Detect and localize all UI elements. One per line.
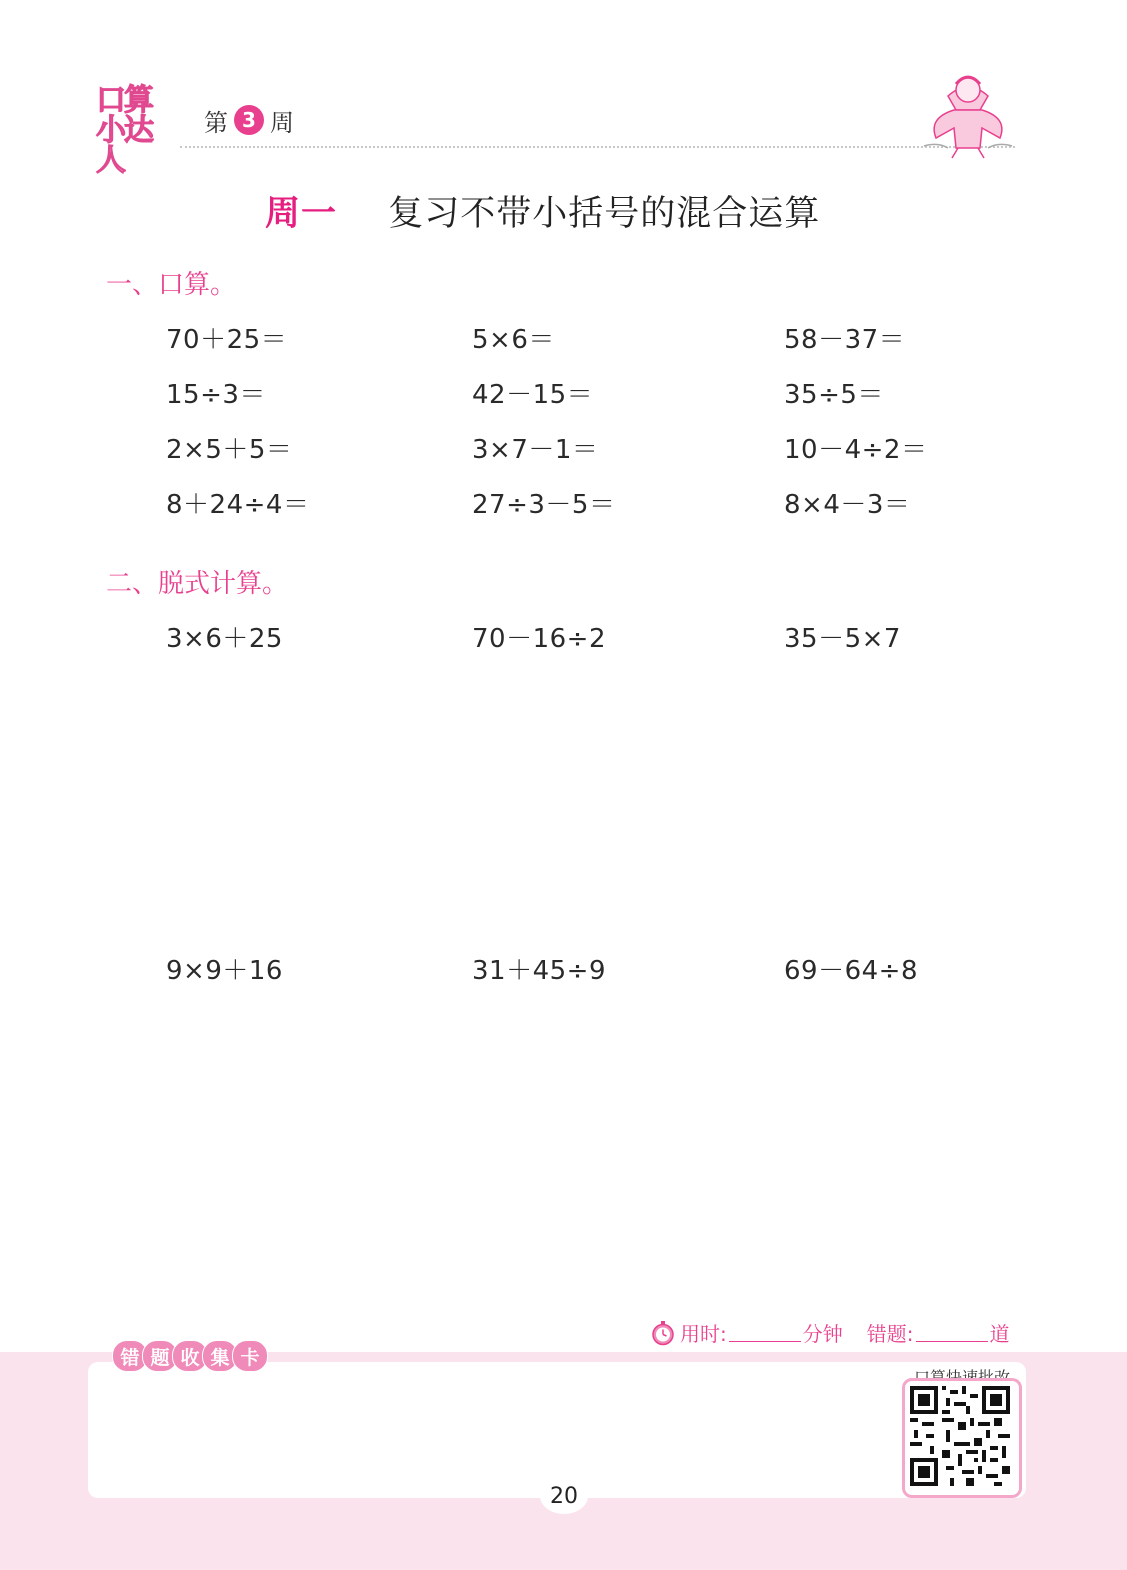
problem: 2×5＋5＝	[166, 435, 293, 465]
problem: 70＋25＝	[166, 325, 288, 355]
problem: 31＋45÷9	[472, 956, 606, 986]
page-title	[265, 186, 820, 236]
card-label-char: 题	[142, 1340, 178, 1372]
time-error-record	[650, 1318, 1010, 1347]
header-divider	[180, 146, 1015, 148]
qr-code-icon[interactable]	[910, 1386, 1010, 1486]
problem: 58－37＝	[784, 325, 906, 355]
time-unit: 分钟	[802, 1322, 843, 1346]
brand-logo	[94, 83, 178, 178]
problem: 8＋24÷4＝	[166, 490, 310, 520]
card-label-char: 卡	[232, 1340, 268, 1372]
problem: 5×6＝	[472, 325, 555, 355]
week-prefix: 第	[204, 108, 228, 137]
problem: 69－64÷8	[784, 956, 918, 986]
problem: 8×4－3＝	[784, 490, 911, 520]
week-number-badge: 3	[234, 105, 264, 135]
errors-label: 错题:	[866, 1322, 914, 1346]
problem: 3×7－1＝	[472, 435, 599, 465]
logo-line-2: 小达人	[96, 113, 152, 178]
superhero-mascot-icon	[918, 68, 1018, 160]
mistake-card-label	[112, 1340, 268, 1370]
problem: 10－4÷2＝	[784, 435, 928, 465]
section-title-oral: 一、口算。	[106, 270, 237, 300]
problem: 9×9＋16	[166, 956, 283, 986]
problem: 27÷3－5＝	[472, 490, 616, 520]
problem: 3×6＋25	[166, 624, 283, 654]
problem: 70－16÷2	[472, 624, 606, 654]
week-label	[204, 104, 294, 136]
card-label-char: 收	[172, 1340, 208, 1372]
problem: 42－15＝	[472, 380, 594, 410]
problem: 15÷3＝	[166, 380, 266, 410]
time-label: 用时:	[680, 1322, 727, 1346]
stopwatch-icon	[650, 1320, 676, 1346]
errors-blank[interactable]	[916, 1323, 988, 1342]
card-label-char: 错	[112, 1340, 148, 1372]
title-topic: 复习不带小括号的混合运算	[388, 194, 821, 234]
problem: 35÷5＝	[784, 380, 884, 410]
time-blank[interactable]	[729, 1323, 801, 1342]
page-number: 20	[550, 1484, 578, 1509]
card-label-char: 集	[202, 1340, 238, 1372]
section-title-stepwise: 二、脱式计算。	[106, 569, 289, 599]
week-suffix: 周	[270, 108, 294, 137]
logo-line-1: 口算	[96, 83, 152, 118]
problem: 35－5×7	[784, 624, 901, 654]
errors-unit: 道	[989, 1322, 1010, 1346]
title-day: 周一	[265, 194, 338, 234]
